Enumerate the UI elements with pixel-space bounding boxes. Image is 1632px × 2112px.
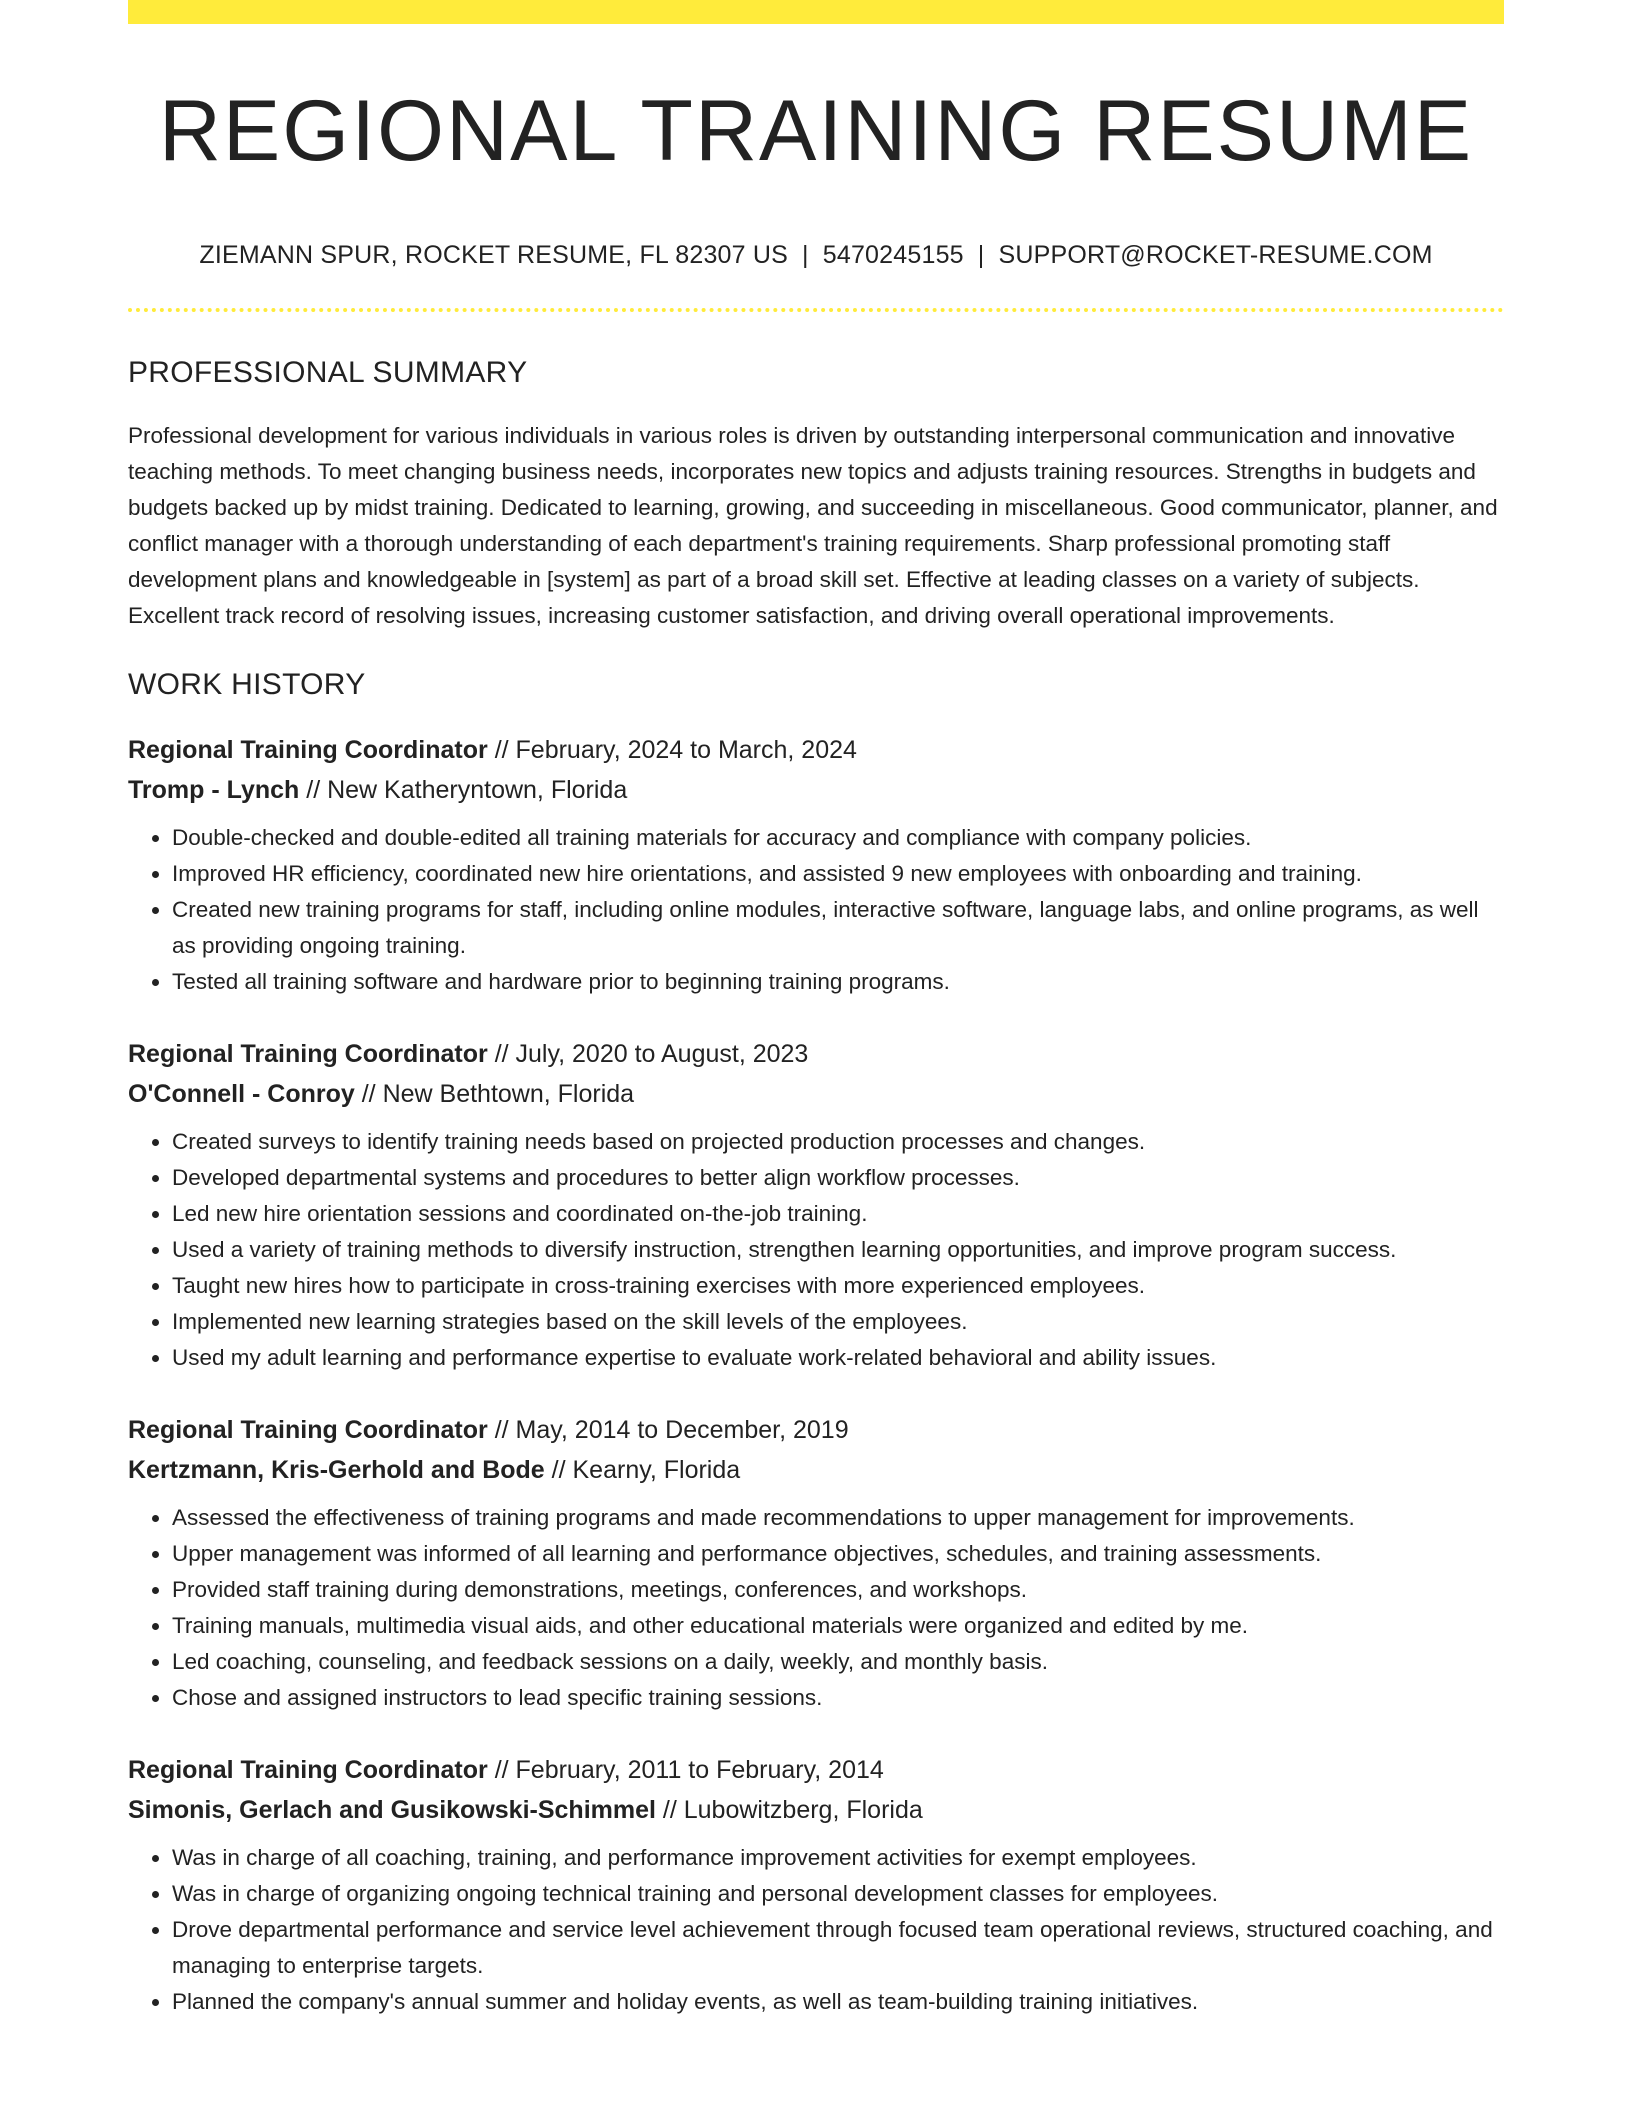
job-title-line	[128, 1034, 1504, 1074]
job-bullet: • Was in charge of all coaching, training, and performance improvement activities for exempt employees.	[172, 1840, 1504, 1876]
job-bullet: • Led new hire orientation sessions and coordinated on-the-job training.	[172, 1196, 1504, 1232]
job-bullet: • Improved HR efficiency, coordinated new hire orientations, and assisted 9 new employees with onboarding and training.	[172, 856, 1504, 892]
job-bullet: • Planned the company's annual summer and holiday events, as well as team-building training initiatives.	[172, 1984, 1504, 2020]
job-bullet: • Drove departmental performance and service level achievement through focused team operational reviews, structured coaching, and managing to enterprise targets.	[172, 1912, 1504, 1984]
job-bullet: • Upper management was informed of all learning and performance objectives, schedules, and training assessments.	[172, 1536, 1504, 1572]
job-bullet: • Developed departmental systems and procedures to better align workflow processes.	[172, 1160, 1504, 1196]
job-bullet-list	[128, 820, 1504, 1000]
job-dates: // May, 2014 to December, 2019	[494, 1415, 849, 1444]
job-location: // New Katheryntown, Florida	[306, 775, 628, 804]
dotted-divider	[128, 308, 1504, 312]
job-bullet: • Created new training programs for staff, including online modules, interactive software, language labs, and online programs, as well as providing ongoing training.	[172, 892, 1504, 964]
job-dates: // July, 2020 to August, 2023	[494, 1039, 809, 1068]
job-bullet: • Was in charge of organizing ongoing technical training and personal development classes for employees.	[172, 1876, 1504, 1912]
contact-email: SUPPORT@ROCKET-RESUME.COM	[998, 240, 1433, 269]
job-company-line	[128, 770, 1504, 810]
job-bullet: • Created surveys to identify training needs based on projected production processes and changes.	[172, 1124, 1504, 1160]
contact-line	[128, 241, 1504, 270]
job-location: // Lubowitzberg, Florida	[662, 1795, 923, 1824]
top-accent-bar	[128, 0, 1504, 24]
job-title-line	[128, 730, 1504, 770]
job-entry	[128, 1750, 1504, 2020]
job-entry	[128, 1410, 1504, 1716]
contact-address: ZIEMANN SPUR, ROCKET RESUME, FL 82307 US	[199, 240, 789, 269]
summary-heading: PROFESSIONAL SUMMARY	[128, 355, 528, 389]
job-company-line	[128, 1790, 1504, 1830]
job-company: Tromp - Lynch	[128, 775, 300, 804]
work-history-heading: WORK HISTORY	[128, 667, 366, 701]
job-location: // New Bethtown, Florida	[361, 1079, 635, 1108]
job-bullet: • Double-checked and double-edited all training materials for accuracy and compliance with company policies.	[172, 820, 1504, 856]
job-bullet: • Training manuals, multimedia visual aids, and other educational materials were organized and edited by me.	[172, 1608, 1504, 1644]
job-company-line	[128, 1450, 1504, 1490]
resume-page	[128, 0, 1504, 2020]
contact-separator: |	[977, 240, 985, 269]
job-title: Regional Training Coordinator	[128, 1755, 488, 1784]
summary-text: Professional development for various individuals in various roles is driven by outstanding interpersonal communication and innovative teaching methods. To meet changing business needs, incorporates new topics and adjusts training resources. Strengths in budgets and budgets backed up by midst training. Dedicated to learning, growing, and succeeding in miscellaneous. Good communicator, planner, and conflict manager with a thorough understanding of each department's training requirements. Sharp professional promoting staff development plans and knowledgeable in [system] as part of a broad skill set. Effective at leading classes on a variety of subjects. Excellent track record of resolving issues, increasing customer satisfaction, and driving overall operational improvements.	[128, 422, 1498, 628]
job-bullet: • Implemented new learning strategies based on the skill levels of the employees.	[172, 1304, 1504, 1340]
job-company-line	[128, 1074, 1504, 1114]
contact-phone: 5470245155	[822, 240, 964, 269]
job-bullet: • Led coaching, counseling, and feedback sessions on a daily, weekly, and monthly basis.	[172, 1644, 1504, 1680]
job-title: Regional Training Coordinator	[128, 1039, 488, 1068]
job-company: Kertzmann, Kris-Gerhold and Bode	[128, 1455, 545, 1484]
job-bullet: • Taught new hires how to participate in cross-training exercises with more experienced employees.	[172, 1268, 1504, 1304]
job-bullet: • Used a variety of training methods to diversify instruction, strengthen learning opportunities, and improve program success.	[172, 1232, 1504, 1268]
job-entry	[128, 730, 1504, 1000]
resume-title: REGIONAL TRAINING RESUME	[158, 83, 1474, 179]
job-title: Regional Training Coordinator	[128, 1415, 488, 1444]
job-dates: // February, 2011 to February, 2014	[494, 1755, 884, 1784]
job-company: Simonis, Gerlach and Gusikowski-Schimmel	[128, 1795, 656, 1824]
work-history-list	[128, 730, 1504, 2020]
job-bullet: • Tested all training software and hardware prior to beginning training programs.	[172, 964, 1504, 1000]
job-bullet-list	[128, 1840, 1504, 2020]
job-dates: // February, 2024 to March, 2024	[494, 735, 857, 764]
job-bullet: • Assessed the effectiveness of training programs and made recommendations to upper management for improvements.	[172, 1500, 1504, 1536]
job-title-line	[128, 1410, 1504, 1450]
job-bullet: • Provided staff training during demonstrations, meetings, conferences, and workshops.	[172, 1572, 1504, 1608]
job-bullet: • Used my adult learning and performance expertise to evaluate work-related behavioral and ability issues.	[172, 1340, 1504, 1376]
job-bullet-list	[128, 1500, 1504, 1716]
job-bullet: • Chose and assigned instructors to lead specific training sessions.	[172, 1680, 1504, 1716]
contact-separator: |	[802, 240, 809, 269]
job-location: // Kearny, Florida	[551, 1455, 741, 1484]
job-entry	[128, 1034, 1504, 1376]
job-title: Regional Training Coordinator	[128, 735, 488, 764]
job-title-line	[128, 1750, 1504, 1790]
job-company: O'Connell - Conroy	[128, 1079, 355, 1108]
job-bullet-list	[128, 1124, 1504, 1376]
